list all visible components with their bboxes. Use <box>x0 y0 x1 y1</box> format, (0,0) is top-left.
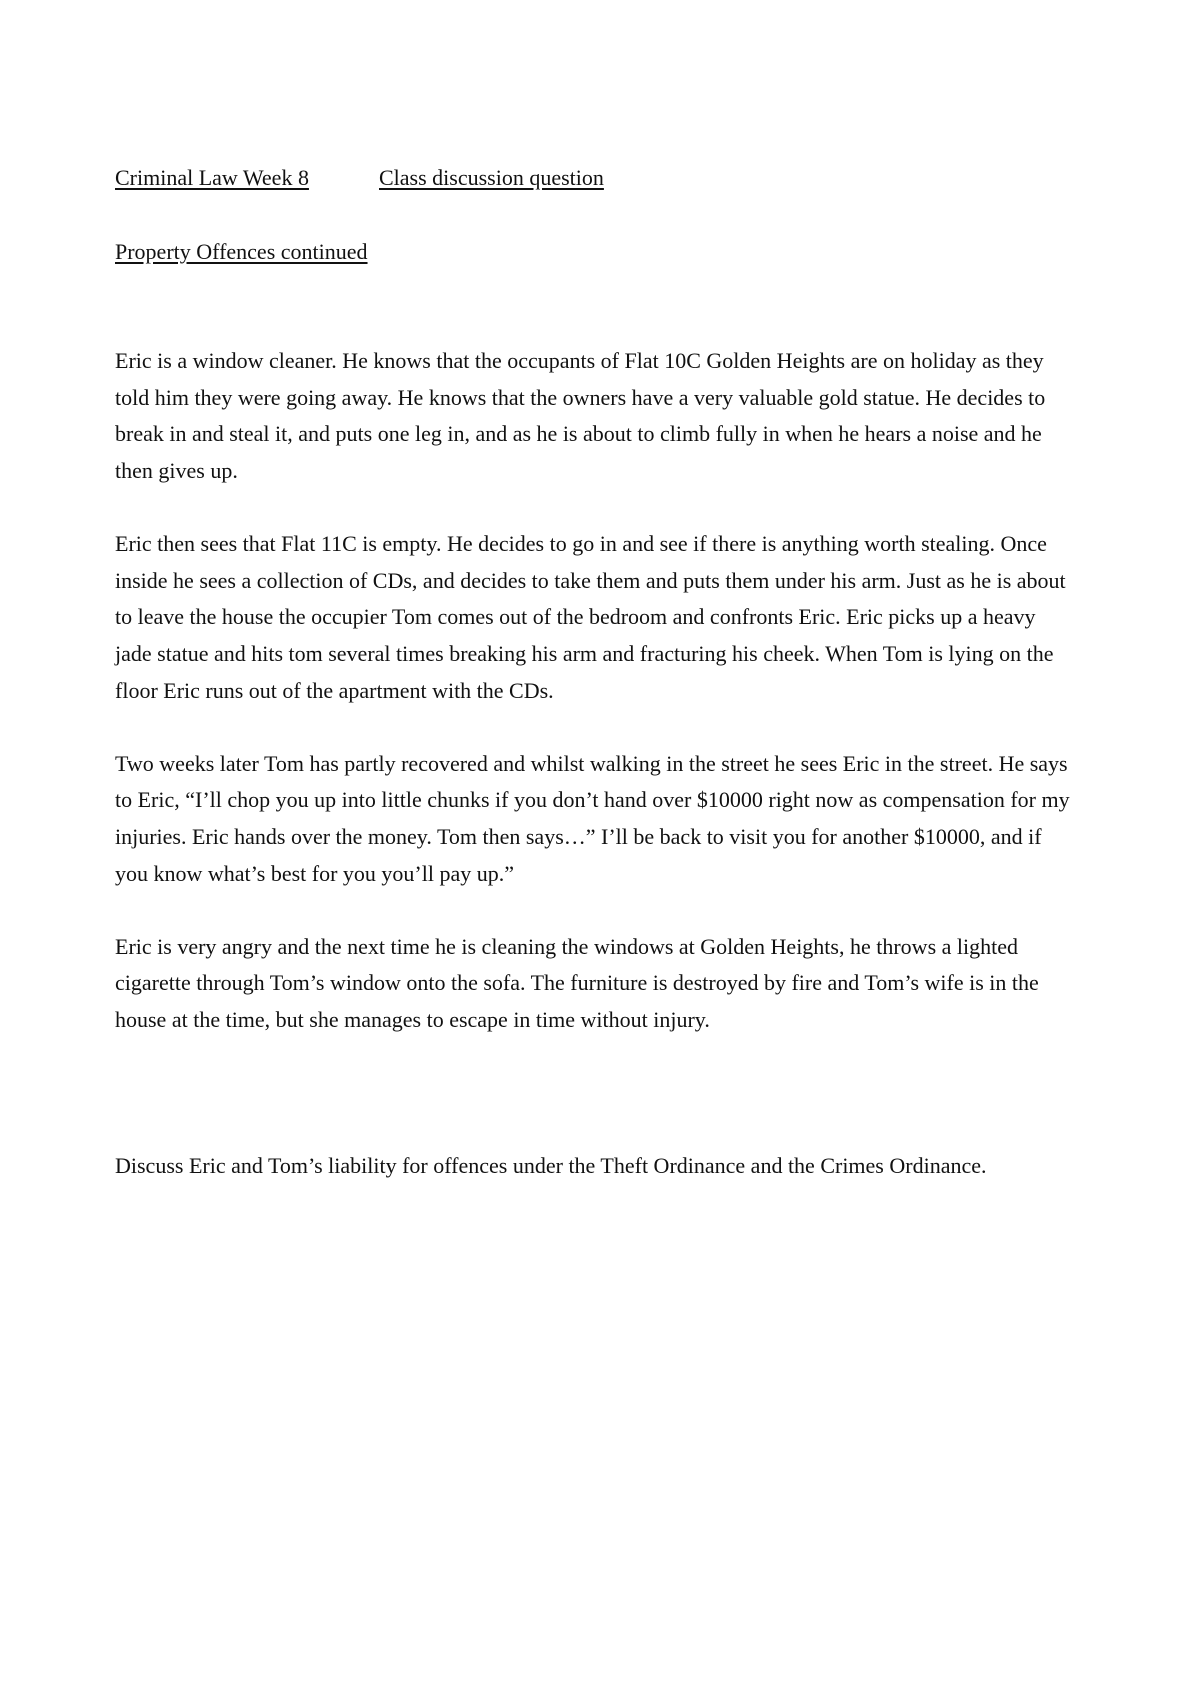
topic-subheading: Property Offences continued <box>115 238 368 264</box>
document-body <box>115 160 1075 1185</box>
discussion-question: Discuss Eric and Tom’s liability for offences under the Theft Ordinance and the Crimes Ordinance. <box>115 1153 987 1179</box>
scenario-paragraph-1: Eric is a window cleaner. He knows that the occupants of Flat 10C Golden Heights are on holiday as they told him they were going away. He knows that the owners have a very valuable gold statue. He decides to break in and steal it, and puts one leg in, and as he is about to climb fully in when he hears a noise and he then gives up. <box>115 348 1046 483</box>
scenario-paragraph-2: Eric then sees that Flat 11C is empty. He decides to go in and see if there is anything worth stealing. Once inside he sees a collection of CDs, and decides to take them and puts them under his arm. Just as he is about to leave the house the occupier Tom comes out of the bedroom and confronts Eric. Eric picks up a heavy jade statue and hits tom several times breaking his arm and fracturing his cheek. When Tom is lying on the floor Eric runs out of the apartment with the CDs. <box>115 531 1066 703</box>
heading-line <box>115 160 1075 197</box>
scenario-paragraph-3: Two weeks later Tom has partly recovered and whilst walking in the street he sees Eric in the street. He says to Eric, “I’ll chop you up into little chunks if you don’t hand over $10000 right now as compensation for my injuries. Eric hands over the money. Tom then says…” I’ll be back to visit you for another $10000, and if you know what’s best for you you’ll pay up.” <box>115 750 1070 886</box>
question-type-title: Class discussion question <box>379 165 604 190</box>
scenario-paragraph-4: Eric is very angry and the next time he is cleaning the windows at Golden Heights, he throws a lighted cigarette through Tom’s window onto the sofa. The furniture is destroyed by fire and Tom’s wife is in the house at the time, but she manages to escape in time without injury. <box>115 933 1039 1032</box>
course-title: Criminal Law Week 8 <box>115 165 309 190</box>
